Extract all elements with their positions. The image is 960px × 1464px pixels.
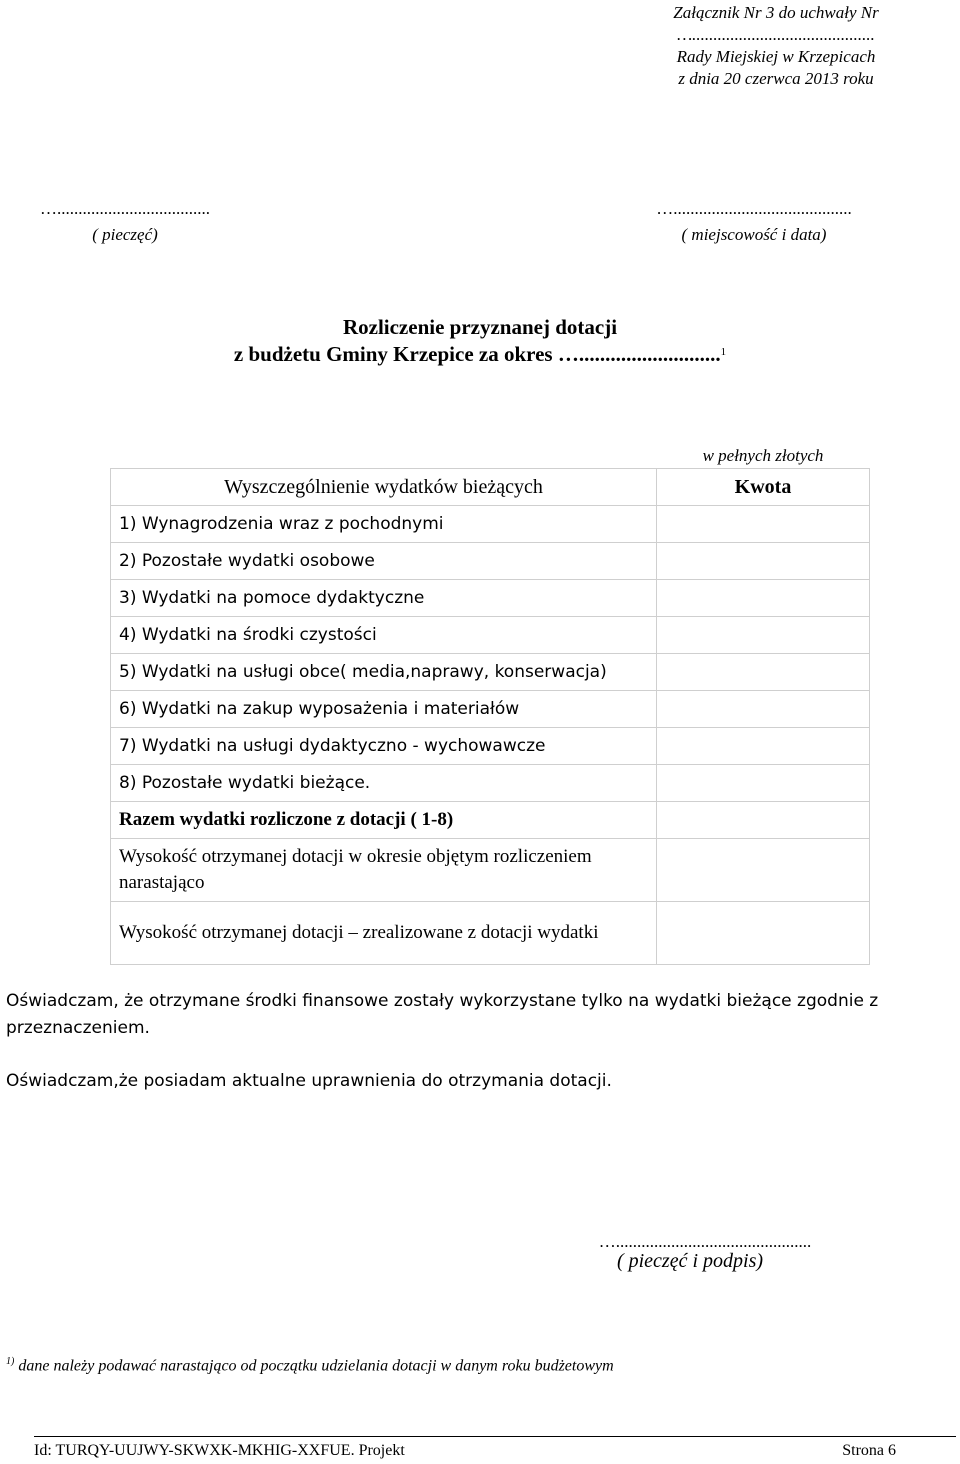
total-row [111,802,870,839]
row-label: 3) Wydatki na pomoce dydaktyczne [111,580,657,617]
realized-label: Wysokość otrzymanej dotacji – zrealizowane z dotacji wydatki [111,902,657,965]
document-id: Id: TURQY-UUJWY-SKWXK-MKHIG-XXFUE. Projekt [34,1442,405,1459]
document-title [0,314,960,368]
amount-cell[interactable] [657,617,870,654]
footnote-text: dane należy podawać narastająco od początku udzielania dotacji w danym roku budżetowym [18,1357,614,1375]
amount-cell[interactable] [657,543,870,580]
expense-table [110,468,870,965]
total-label: Razem wydatki rozliczone z dotacji ( 1-8) [111,802,657,839]
table-row [111,506,870,543]
received-row [111,839,870,902]
table-row [111,654,870,691]
row-label: 1) Wynagrodzenia wraz z pochodnymi [111,506,657,543]
title-line-2-text: z budżetu Gminy Krzepice za okres …........................... [233,342,721,366]
realized-amount-cell[interactable] [657,902,870,965]
title-footnote-mark: 1 [720,346,727,358]
stamp-dots: ….................................... [40,199,210,218]
title-line-1: Rozliczenie przyznanej dotacji [342,315,618,339]
footer-divider [34,1436,956,1437]
total-amount-cell[interactable] [657,802,870,839]
row-label: 5) Wydatki na usługi obce( media,naprawy, konserwacja) [111,654,657,691]
footnote-mark: 1) [6,1356,15,1367]
amount-cell[interactable] [657,506,870,543]
table-header-row [111,469,870,506]
page-number: Strona 6 [842,1442,896,1459]
table-row [111,543,870,580]
table-row [111,580,870,617]
unit-note: w pełnych złotych [702,446,824,465]
place-label: ( miejscowość i data) [681,225,827,244]
amount-cell[interactable] [657,765,870,802]
place-dots: ….......................................... [656,199,852,218]
received-label: Wysokość otrzymanej dotacji w okresie objętym rozliczeniem narastająco [111,839,657,902]
row-label: 4) Wydatki na środki czystości [111,617,657,654]
attachment-line-2: …........................................... [677,25,875,44]
stamp-block [0,196,250,248]
column-header-amount: Kwota [657,469,870,506]
attachment-line-4: z dnia 20 czerwca 2013 roku [678,69,874,88]
row-label: 2) Pozostałe wydatki osobowe [111,543,657,580]
amount-cell[interactable] [657,691,870,728]
row-label: 6) Wydatki na zakup wyposażenia i materiałów [111,691,657,728]
footnote [6,1356,614,1375]
received-amount-cell[interactable] [657,839,870,902]
declaration-usage: Oświadczam, że otrzymane środki finansowe zostały wykorzystane tylko na wydatki bieżące zgodnie z przeznaczeniem. [6,991,879,1038]
row-label: 8) Pozostałe wydatki bieżące. [111,765,657,802]
declaration-authorization: Oświadczam,że posiadam aktualne uprawnienia do otrzymania dotacji. [6,1071,612,1091]
title-line-2 [0,341,960,368]
amount-cell[interactable] [657,654,870,691]
signature-label: ( pieczęć i podpis) [616,1250,764,1272]
table-row [111,691,870,728]
attachment-line-3: Rady Miejskiej w Krzepicach [676,47,876,66]
stamp-label: ( pieczęć) [92,225,158,244]
attachment-header [646,2,906,90]
realized-row [111,902,870,965]
amount-cell[interactable] [657,728,870,765]
signature-dots: ….............................................. [598,1232,812,1251]
table-row [111,765,870,802]
column-header-description: Wyszczególnienie wydatków bieżących [111,469,657,506]
table-row [111,728,870,765]
table-row [111,617,870,654]
attachment-line-1: Załącznik Nr 3 do uchwały Nr [673,3,879,22]
row-label: 7) Wydatki na usługi dydaktyczno - wychowawcze [111,728,657,765]
place-date-block [604,196,904,248]
amount-cell[interactable] [657,580,870,617]
